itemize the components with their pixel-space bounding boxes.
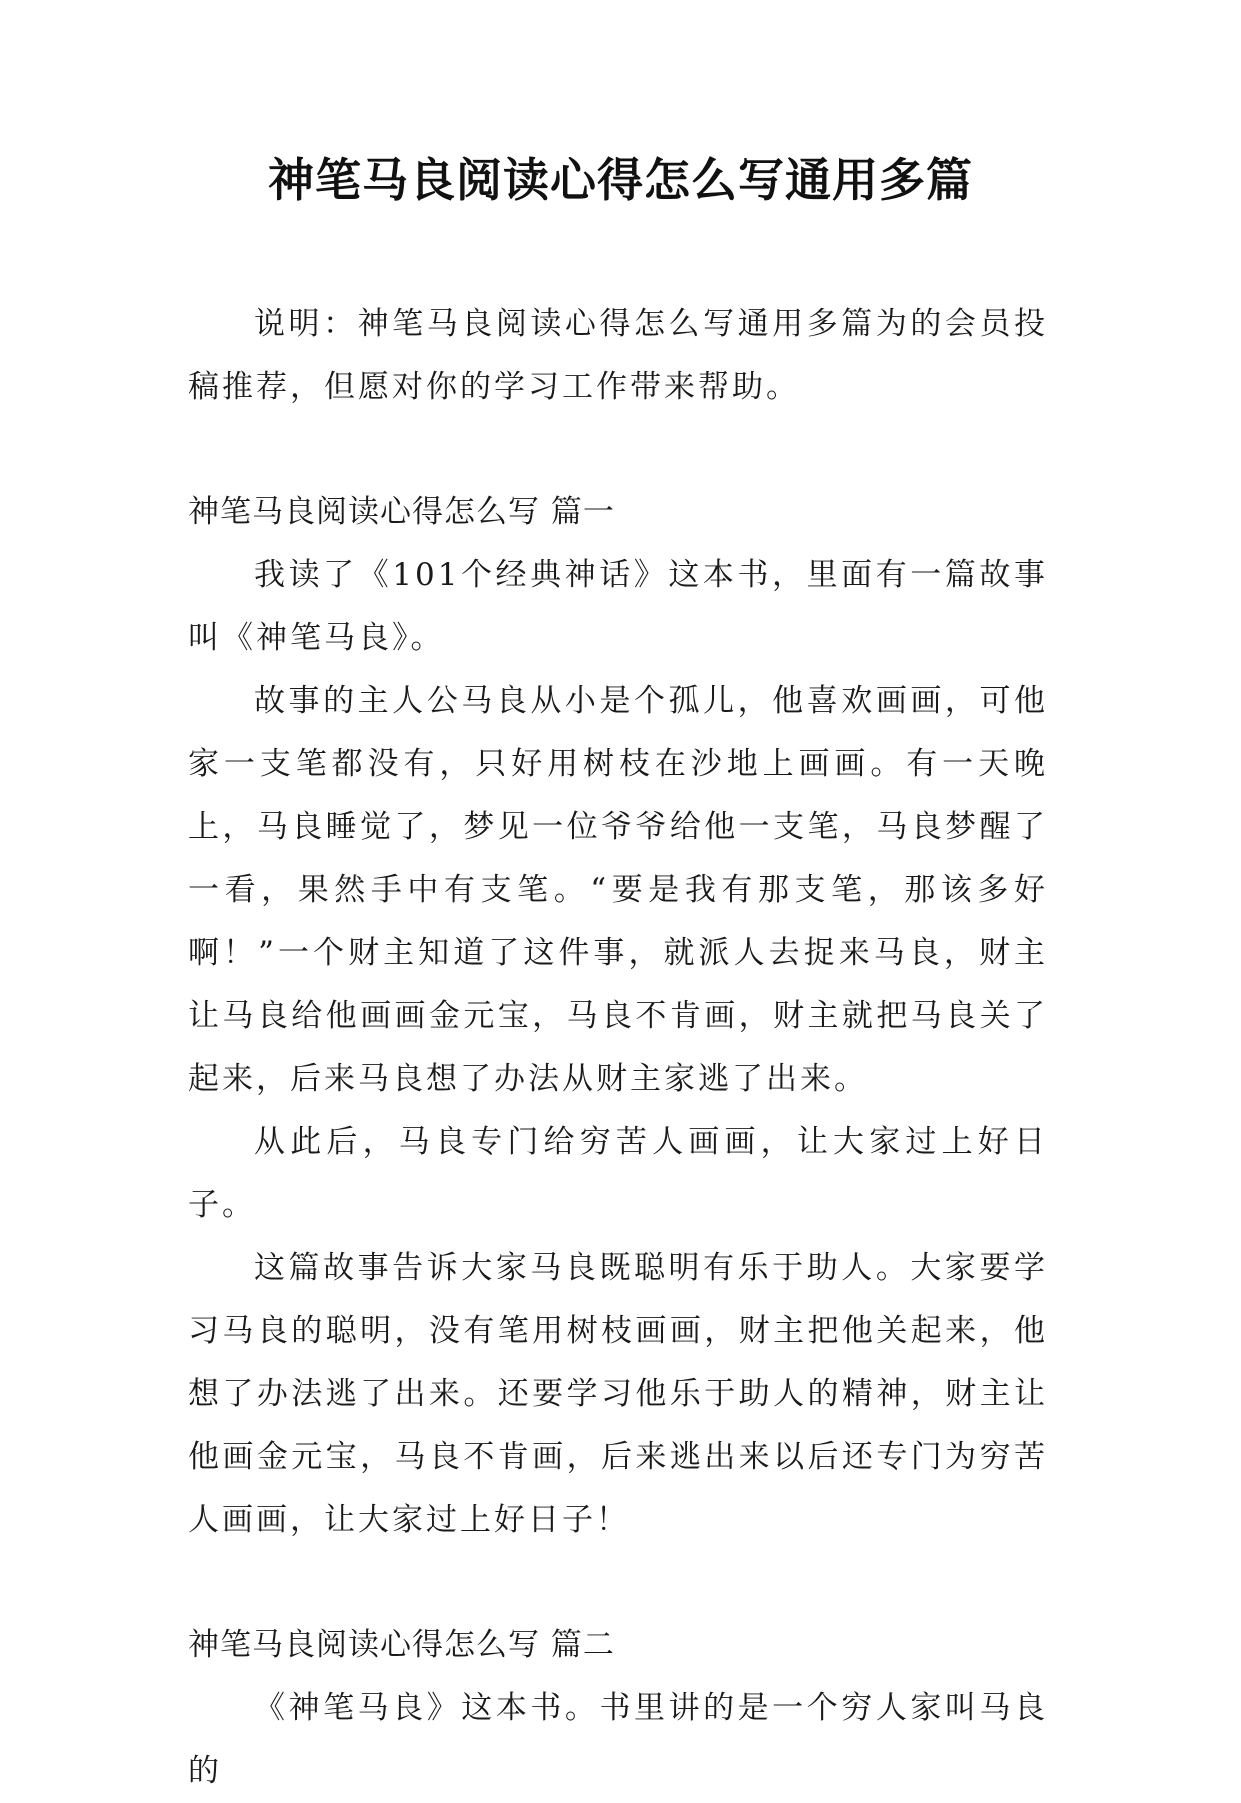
paragraph: 从此后，马良专门给穷苦人画画，让大家过上好日子。 xyxy=(188,1124,1048,1223)
section-spacer xyxy=(188,1552,1048,1614)
paragraph: 《神笔马良》这本书。书里讲的是一个穷人家叫马良的 xyxy=(188,1690,1048,1789)
section-heading: 神笔马良阅读心得怎么写 篇二 xyxy=(188,1627,615,1663)
section-2 xyxy=(188,1614,1048,1803)
intro-paragraph: 说明：神笔马良阅读心得怎么写通用多篇为的会员投稿推荐，但愿对你的学习工作带来帮助。 xyxy=(188,306,1048,405)
section-spacer xyxy=(188,419,1048,481)
paragraph: 这篇故事告诉大家马良既聪明有乐于助人。大家要学习马良的聪明，没有笔用树枝画画，财主把他关起来，他想了办法逃了出来。还要学习他乐于助人的精神，财主让他画金元宝，马良不肯画，后来逃出来以后还专门为穷苦人画画，让大家过上好日子！ xyxy=(188,1250,1048,1538)
section-1 xyxy=(188,481,1048,1552)
paragraph: 故事的主人公马良从小是个孤儿，他喜欢画画，可他家一支笔都没有，只好用树枝在沙地上画画。有一天晚上，马良睡觉了，梦见一位爷爷给他一支笔，马良梦醒了一看，果然手中有支笔。“要是我有那支笔，那该多好啊！”一个财主知道了这件事，就派人去捉来马良，财主让马良给他画画金元宝，马良不肯画，财主就把马良关了起来，后来马良想了办法从财主家逃了出来。 xyxy=(188,683,1048,1097)
document-body xyxy=(188,293,1048,1803)
document-title: 神笔马良阅读心得怎么写通用多篇 xyxy=(268,153,973,207)
paragraph: 我读了《101个经典神话》这本书，里面有一篇故事叫《神笔马良》。 xyxy=(188,557,1048,656)
section-heading: 神笔马良阅读心得怎么写 篇一 xyxy=(188,494,615,530)
